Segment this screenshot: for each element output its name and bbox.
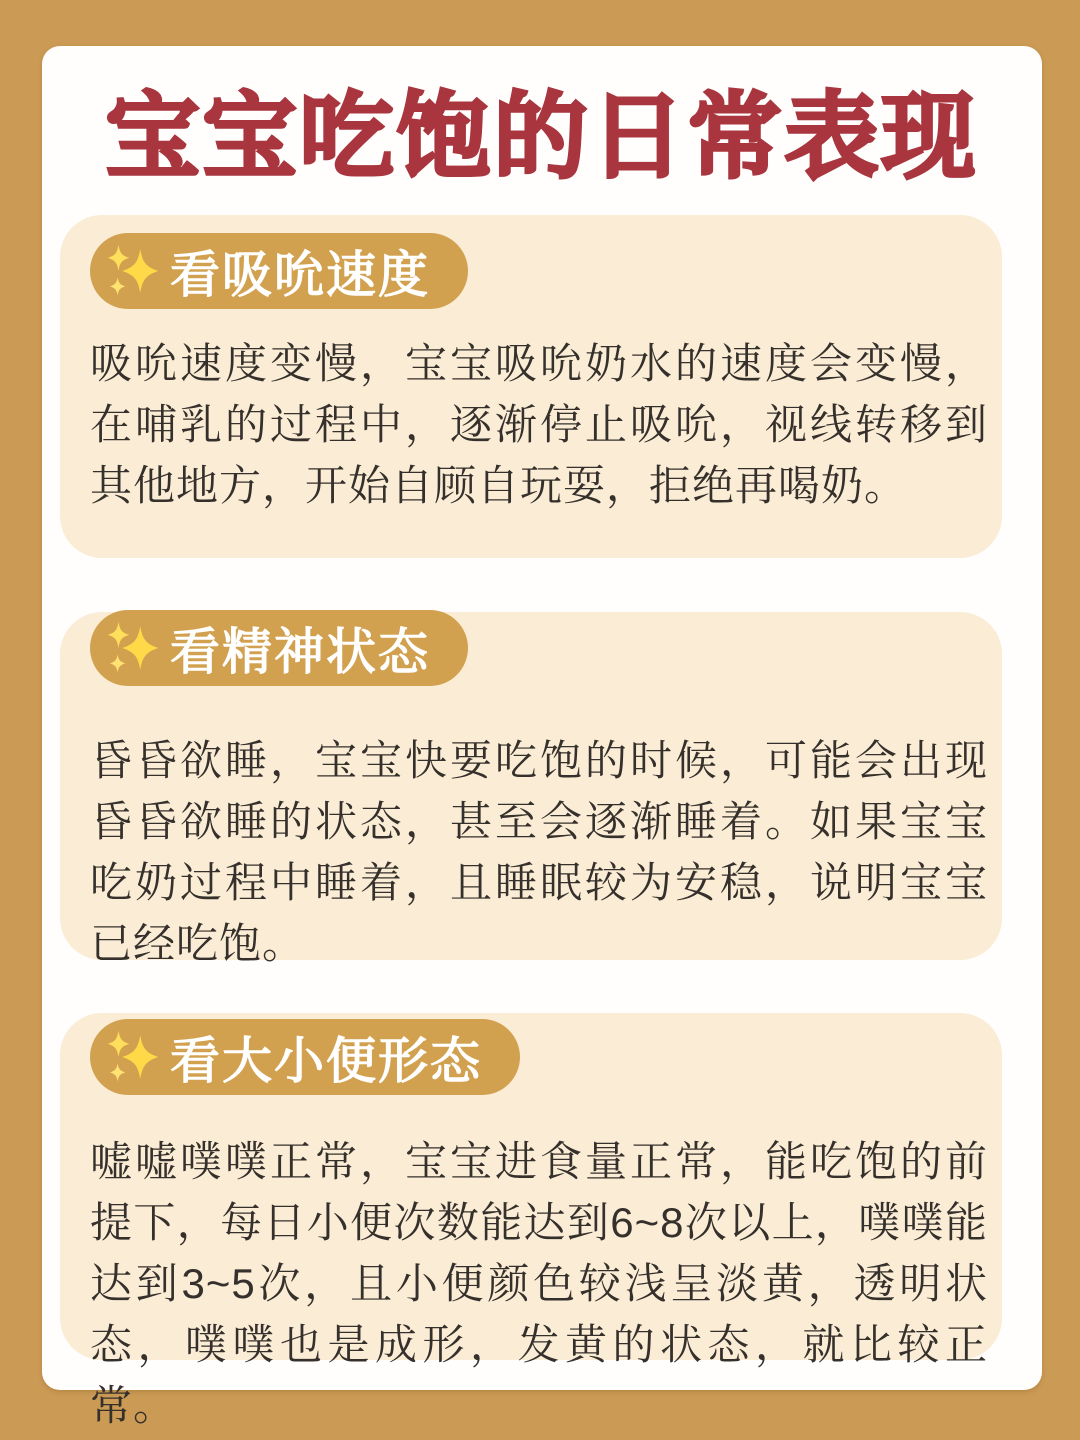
section-heading-label: 看大小便形态 <box>170 1033 482 1089</box>
sparkles-icon <box>104 619 162 677</box>
section-card-mental-state <box>60 612 1002 967</box>
section-header-pill <box>90 610 468 686</box>
section-heading-label: 看精神状态 <box>170 624 430 680</box>
section-body-text: 吸吮速度变慢，宝宝吸吮奶水的速度会变慢，在哺乳的过程中，逐渐停止吸吮，视线转移到其他地方，开始自顾自玩耍，拒绝再喝奶。 <box>90 340 988 509</box>
section-header-pill <box>90 233 468 309</box>
section-header-pill <box>90 1019 520 1095</box>
section-body-text: 昏昏欲睡，宝宝快要吃饱的时候，可能会出现昏昏欲睡的状态，甚至会逐渐睡着。如果宝宝吃奶过程中睡着，且睡眠较为安稳，说明宝宝已经吃饱。 <box>90 737 988 967</box>
section-card-sucking-speed <box>60 215 1002 558</box>
sparkles-icon <box>104 242 162 300</box>
sparkles-icon <box>104 1028 162 1086</box>
content-card <box>42 46 1042 1429</box>
section-heading-label: 看吸吮速度 <box>170 247 430 303</box>
page-title: 宝宝吃饱的日常表现 <box>105 84 979 189</box>
section-body-text: 嘘嘘噗噗正常，宝宝进食量正常，能吃饱的前提下，每日小便次数能达到6~8次以上，噗噗能达到3~5次，且小便颜色较浅呈淡黄，透明状态，噗噗也是成形，发黄的状态，就比较正常。 <box>90 1138 988 1429</box>
section-card-stool-urine <box>60 1013 1002 1429</box>
